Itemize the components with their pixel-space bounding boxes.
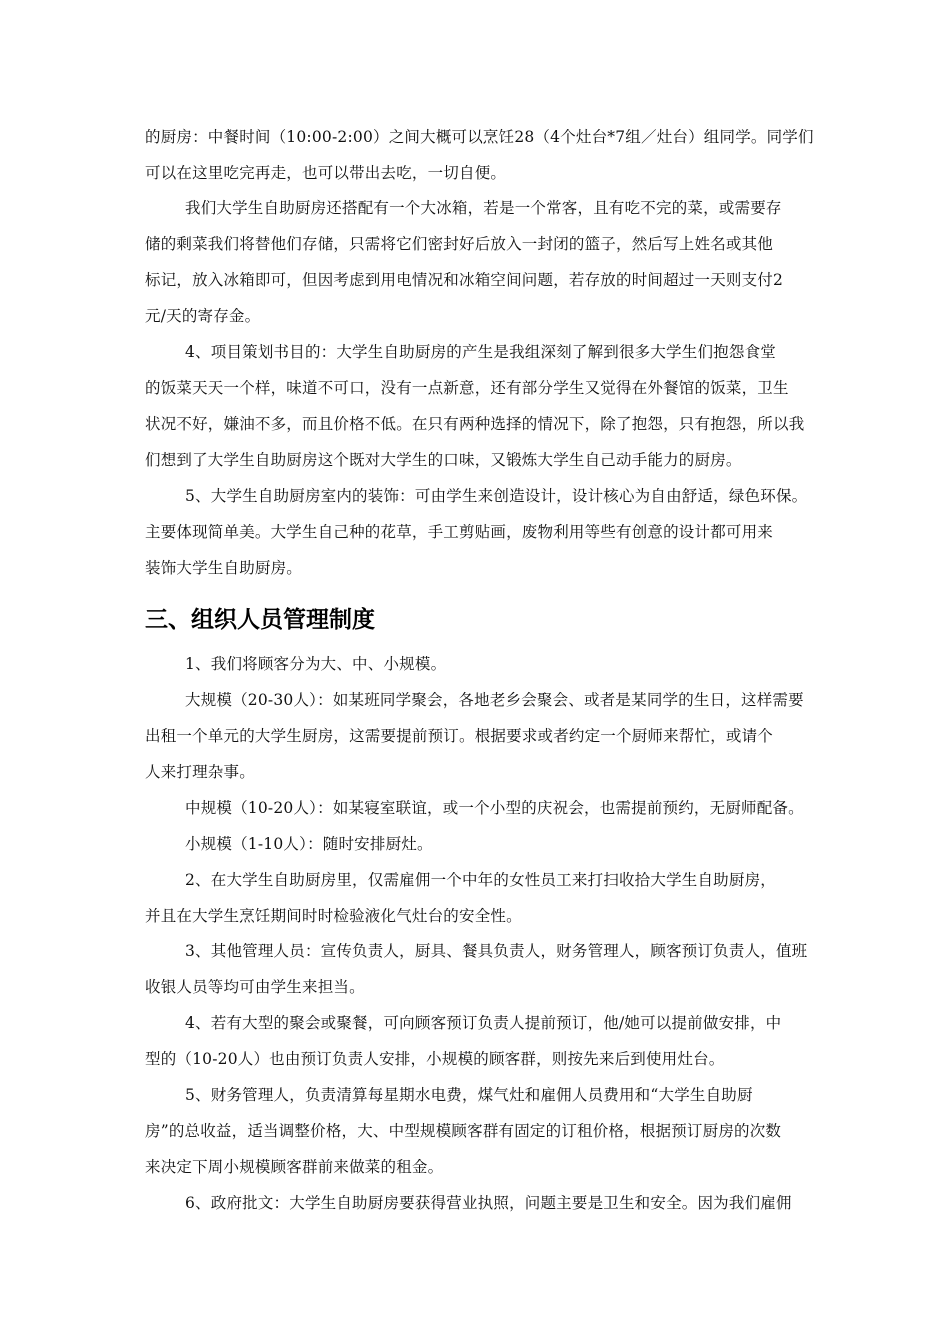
section-heading: 三、组织人员管理制度 xyxy=(145,607,375,633)
paragraph-line: 小规模（1-10人）：随时安排厨灶。 xyxy=(185,835,433,853)
paragraph-line: 可以在这里吃完再走，也可以带出去吃，一切自便。 xyxy=(145,164,507,182)
paragraph-line: 1、我们将顾客分为大、中、小规模。 xyxy=(185,655,447,673)
paragraph-line: 4、项目策划书目的：大学生自助厨房的产生是我组深刻了解到很多大学生们抱怨食堂 xyxy=(185,343,776,361)
paragraph-line: 并且在大学生烹饪期间时时检验液化气灶台的安全性。 xyxy=(145,907,522,925)
paragraph-line: 型的（10-20人）也由预订负责人安排，小规模的顾客群，则按先来后到使用灶台。 xyxy=(145,1050,725,1068)
paragraph-line: 收银人员等均可由学生来担当。 xyxy=(145,978,365,996)
paragraph-line: 4、若有大型的聚会或聚餐，可向顾客预订负责人提前预订，他/她可以提前做安排，中 xyxy=(185,1014,782,1032)
paragraph-line: 人来打理杂事。 xyxy=(145,763,255,781)
paragraph-line: 大规模（20-30人）：如某班同学聚会，各地老乡会聚会、或者是某同学的生日，这样需要 xyxy=(185,691,804,709)
paragraph-line: 来决定下周小规模顾客群前来做菜的租金。 xyxy=(145,1158,444,1176)
paragraph-line: 元/天的寄存金。 xyxy=(145,307,261,325)
paragraph-line: 中规模（10-20人）：如某寝室联谊，或一个小型的庆祝会，也需提前预约，无厨师配备。 xyxy=(185,799,804,817)
paragraph-line: 出租一个单元的大学生厨房，这需要提前预订。根据要求或者约定一个厨师来帮忙，或请个 xyxy=(145,727,774,745)
paragraph-line: 主要体现简单美。大学生自己种的花草，手工剪贴画，废物利用等些有创意的设计都可用来 xyxy=(145,523,774,541)
paragraph-line: 5、大学生自助厨房室内的装饰：可由学生来创造设计，设计核心为自由舒适，绿色环保。 xyxy=(185,487,808,505)
paragraph-line: 储的剩菜我们将替他们存储，只需将它们密封好后放入一封闭的篮子，然后写上姓名或其他 xyxy=(145,235,774,253)
paragraph-line: 的厨房：中餐时间（10:00-2:00）之间大概可以烹饪28（4个灶台*7组／灶台）组同学。同学们 xyxy=(145,128,814,146)
paragraph-line: 3、其他管理人员：宣传负责人，厨具、餐具负责人，财务管理人，顾客预订负责人，值班 xyxy=(185,942,808,960)
paragraph-line: 5、财务管理人，负责清算每星期水电费，煤气灶和雇佣人员费用和“大学生自助厨 xyxy=(185,1086,753,1104)
paragraph-line: 装饰大学生自助厨房。 xyxy=(145,559,303,577)
paragraph-line: 我们大学生自助厨房还搭配有一个大冰箱，若是一个常客，且有吃不完的菜，或需要存 xyxy=(185,199,782,217)
paragraph-line: 2、在大学生自助厨房里，仅需雇佣一个中年的女性员工来打扫收拾大学生自助厨房， xyxy=(185,871,776,889)
paragraph-line: 状况不好，嫌油不多，而且价格不低。在只有两种选择的情况下，除了抱怨，只有抱怨，所以我 xyxy=(145,415,805,433)
paragraph-line: 的饭菜天天一个样，味道不可口，没有一点新意，还有部分学生又觉得在外餐馆的饭菜，卫生 xyxy=(145,379,789,397)
paragraph-line: 房”的总收益，适当调整价格，大、中型规模顾客群有固定的订租价格，根据预订厨房的次数 xyxy=(145,1122,782,1140)
paragraph-line: 标记，放入冰箱即可，但因考虑到用电情况和冰箱空间问题，若存放的时间超过一天则支付2 xyxy=(145,271,784,289)
paragraph-line: 们想到了大学生自助厨房这个既对大学生的口味，又锻炼大学生自己动手能力的厨房。 xyxy=(145,451,742,469)
paragraph-line: 6、政府批文：大学生自助厨房要获得营业执照，问题主要是卫生和安全。因为我们雇佣 xyxy=(185,1194,792,1212)
